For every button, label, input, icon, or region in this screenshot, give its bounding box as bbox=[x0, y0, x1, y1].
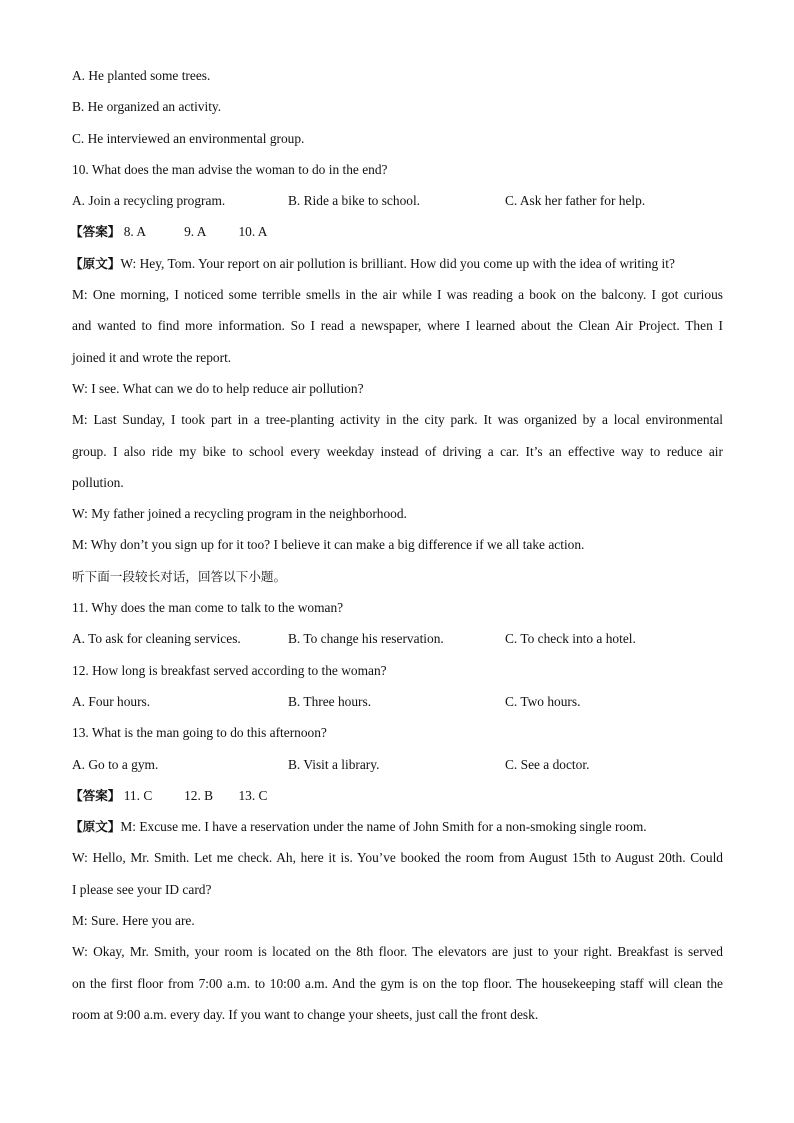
original-tag: 【原文】 bbox=[70, 255, 121, 271]
document-page bbox=[72, 60, 723, 1030]
answer-line-2 bbox=[72, 780, 723, 811]
option-11c: C. To check into a hotel. bbox=[505, 631, 636, 647]
transcript-line: W: Hello, Mr. Smith. Let me check. Ah, here it is. You’ve booked the room from August 15th to August 20th. Could bbox=[72, 850, 723, 866]
transcript-line: M: Sure. Here you are. bbox=[72, 913, 195, 929]
option-9b: B. He organized an activity. bbox=[72, 99, 222, 115]
original-tag: 【原文】 bbox=[70, 819, 121, 835]
answer-10: 10. A bbox=[238, 224, 268, 240]
option-13a: A. Go to a gym. bbox=[72, 756, 159, 772]
answer-9: 9. A bbox=[184, 224, 207, 240]
transcript-line: pollution. bbox=[72, 474, 124, 490]
option-9a: A. He planted some trees. bbox=[72, 68, 211, 83]
answer-12: 12. B bbox=[184, 787, 214, 803]
option-10a: A. Join a recycling program. bbox=[72, 193, 226, 209]
transcript-line: M: Why don’t you sign up for it too? I believe it can make a big difference if we all take action. bbox=[72, 537, 585, 553]
answer-8: 8. A bbox=[123, 224, 147, 240]
question-11: 11. Why does the man come to talk to the woman? bbox=[72, 600, 344, 616]
transcript-line: M: One morning, I noticed some terrible smells in the air while I was reading a book on the balcony. I got curious bbox=[72, 287, 723, 303]
transcript-line bbox=[72, 248, 723, 279]
transcript-line: W: I see. What can we do to help reduce air pollution? bbox=[72, 380, 364, 396]
option-12a: A. Four hours. bbox=[72, 693, 151, 709]
transcript-line: on the first floor from 7:00 a.m. to 10:00 a.m. And the gym is on the top floor. The housekeeping staff will clean the bbox=[72, 975, 723, 991]
answer-tag: 【答案】 bbox=[70, 787, 121, 803]
answer-13: 13. C bbox=[238, 787, 268, 803]
option-12b: B. Three hours. bbox=[288, 693, 372, 709]
transcript-text: M: Excuse me. I have a reservation under the name of John Smith for a non-smoking single room. bbox=[120, 819, 647, 835]
option-12c: C. Two hours. bbox=[505, 693, 581, 709]
option-9c: C. He interviewed an environmental group. bbox=[72, 130, 305, 146]
question-12: 12. How long is breakfast served according to the woman? bbox=[72, 662, 387, 678]
question-10: 10. What does the man advise the woman to do in the end? bbox=[72, 161, 388, 177]
option-10b: B. Ride a bike to school. bbox=[288, 193, 421, 209]
transcript-line: W: My father joined a recycling program in the neighborhood. bbox=[72, 506, 407, 522]
question-13-options bbox=[72, 749, 723, 780]
transcript-text: W: Hey, Tom. Your report on air pollution is brilliant. How did you come up with the idea of writing it? bbox=[120, 255, 675, 271]
answer-11: 11. C bbox=[123, 787, 153, 803]
question-12-options bbox=[72, 686, 723, 717]
question-10-options bbox=[72, 185, 723, 216]
option-11a: A. To ask for cleaning services. bbox=[72, 631, 241, 647]
question-11-options bbox=[72, 623, 723, 654]
transcript-line: joined it and wrote the report. bbox=[72, 349, 232, 365]
transcript-line: group. I also ride my bike to school every weekday instead of driving a car. It’s an effective way to reduce air bbox=[72, 443, 723, 459]
transcript-line bbox=[72, 811, 723, 842]
transcript-line: room at 9:00 a.m. every day. If you want to change your sheets, just call the front desk. bbox=[72, 1006, 539, 1022]
answer-tag: 【答案】 bbox=[70, 224, 121, 240]
transcript-line: W: Okay, Mr. Smith, your room is located on the 8th floor. The elevators are just to your right. Breakfast is served bbox=[72, 944, 723, 960]
answer-line-1 bbox=[72, 216, 723, 247]
option-13c: C. See a doctor. bbox=[505, 756, 590, 772]
transcript-line: M: Last Sunday, I took part in a tree-planting activity in the city park. It was organized by a local environmental bbox=[72, 412, 723, 428]
question-13: 13. What is the man going to do this afternoon? bbox=[72, 725, 327, 741]
transcript-line: and wanted to find more information. So I read a newspaper, where I learned about the Clean Air Project. Then I bbox=[72, 318, 723, 334]
option-13b: B. Visit a library. bbox=[288, 756, 380, 772]
section-instruction: 听下面一段较长对话，回答以下小题。 bbox=[72, 568, 287, 584]
option-11b: B. To change his reservation. bbox=[288, 631, 444, 647]
transcript-line: I please see your ID card? bbox=[72, 881, 212, 897]
option-10c: C. Ask her father for help. bbox=[505, 193, 646, 209]
